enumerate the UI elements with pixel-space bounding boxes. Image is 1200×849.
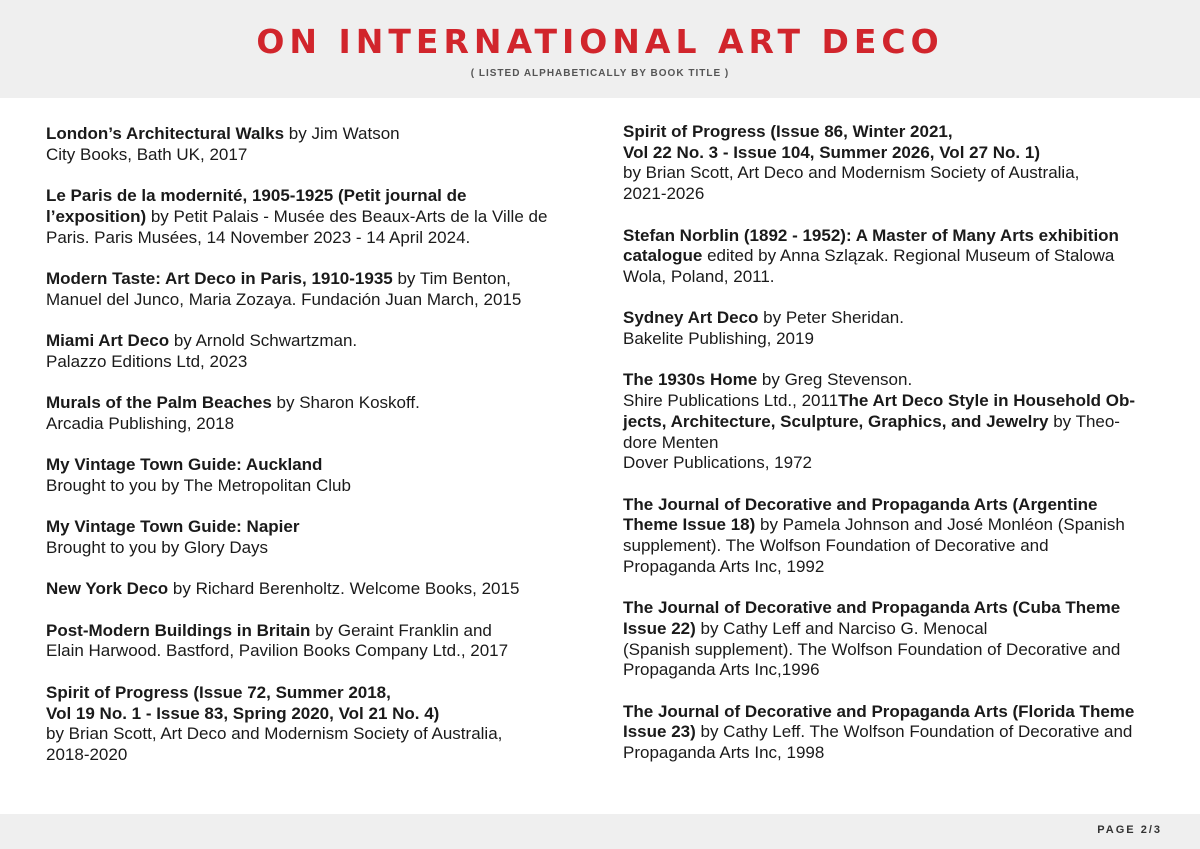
page-title: ON INTERNATIONAL ART DECO: [256, 22, 944, 61]
page-number: PAGE 2/3: [1097, 824, 1162, 836]
book-publisher: Palazzo Editions Ltd, 2023: [46, 351, 248, 371]
book-title-cont: Theme Issue 18): [623, 515, 756, 535]
book-author: by Tim Benton,: [392, 268, 511, 288]
book-title: My Vintage Town Guide: Auckland: [46, 455, 323, 475]
book-publisher: Paris. Paris Musées, 14 November 2023 - 14 April 2024.: [46, 227, 471, 247]
book-publisher: Bakelite Publishing, 2019: [623, 329, 814, 348]
book-title-cont: Issue 22): [623, 618, 696, 638]
right-column: [623, 122, 1173, 784]
book-entry: [623, 308, 1173, 349]
book-title-cont: l’exposition): [46, 206, 147, 226]
book-publisher: City Books, Bath UK, 2017: [46, 144, 248, 164]
book-publisher-cont: Propaganda Arts Inc, 1992: [623, 556, 825, 576]
book-entry: [46, 517, 591, 558]
book-entry: [623, 226, 1173, 288]
book-publisher: Dover Publications, 1972: [623, 453, 813, 473]
book-publisher: Manuel del Junco, Maria Zozaya. Fundación Juan March, 2015: [46, 289, 522, 309]
book-publisher: Propaganda Arts Inc, 1998: [623, 743, 825, 762]
book-entry: [46, 186, 591, 248]
book-publisher: Brought to you by The Metropolitan Club: [46, 475, 351, 495]
book-author: by Brian Scott, Art Deco and Modernism Society of Australia,: [623, 163, 1080, 183]
book-publisher: (Spanish supplement). The Wolfson Foundation of Decorative and: [623, 639, 1121, 659]
book-title-cont: jects, Architecture, Sculpture, Graphics, and Jewelry: [623, 411, 1049, 431]
book-publisher-cont: Propaganda Arts Inc,1996: [623, 660, 820, 680]
book-publisher: supplement). The Wolfson Foundation of Decorative and: [623, 536, 1049, 555]
book-title: The Journal of Decorative and Propaganda Arts (Florida Theme: [623, 701, 1135, 721]
book-publisher: Arcadia Publishing, 2018: [46, 413, 235, 433]
book-entry: [623, 495, 1173, 578]
book-publisher: Elain Harwood. Bastford, Pavilion Books Company Ltd., 2017: [46, 641, 509, 661]
book-author-cont: dore Menten: [623, 432, 719, 452]
book-author: by Peter Sheridan.: [758, 308, 904, 328]
book-title-cont: catalogue: [623, 246, 703, 266]
book-title-cont: Vol 19 No. 1 - Issue 83, Spring 2020, Vol 21 No. 4): [46, 703, 440, 723]
book-entry: [46, 579, 591, 600]
book-entry: [46, 683, 591, 766]
book-title: The Journal of Decorative and Propaganda Arts (Cuba Theme: [623, 598, 1121, 618]
book-entry: [46, 269, 591, 310]
book-author: by Brian Scott, Art Deco and Modernism Society of Australia,: [46, 724, 503, 744]
book-title: Sydney Art Deco: [623, 308, 759, 328]
book-entry: [46, 621, 591, 662]
book-title: Miami Art Deco: [46, 330, 170, 350]
book-author: by Petit Palais - Musée des Beaux-Arts de la Ville de: [146, 206, 548, 226]
book-title: The 1930s Home: [623, 370, 758, 390]
book-title: Modern Taste: Art Deco in Paris, 1910-1935: [46, 268, 393, 288]
book-author: by Jim Watson: [284, 124, 400, 143]
book-title: Spirit of Progress (Issue 86, Winter 2021,: [623, 122, 953, 141]
book-author: edited by Anna Szlązak. Regional Museum of Stalowa: [702, 246, 1115, 266]
book-title: Le Paris de la modernité, 1905-1925 (Petit journal de: [46, 186, 467, 206]
book-title: Spirit of Progress (Issue 72, Summer 2018,: [46, 682, 391, 702]
book-author: by Greg Stevenson.: [757, 370, 913, 390]
book-publisher: Shire Publications Ltd., 2011: [623, 391, 839, 411]
book-author: by Cathy Leff. The Wolfson Foundation of Decorative and: [695, 722, 1133, 742]
book-publisher: Wola, Poland, 2011.: [623, 266, 775, 286]
book-entry: [46, 124, 591, 165]
book-entry: [623, 370, 1173, 474]
book-title-cont: Vol 22 No. 3 - Issue 104, Summer 2026, Vol 27 No. 1): [623, 142, 1040, 162]
book-entry: [623, 702, 1173, 764]
book-title-cont: Issue 23): [623, 722, 696, 742]
book-author: by Arnold Schwartzman.: [169, 330, 358, 350]
book-publisher: 2018-2020: [46, 744, 128, 764]
book-publisher: Brought to you by Glory Days: [46, 537, 269, 557]
book-entry: [46, 393, 591, 434]
book-author: by Sharon Koskoff.: [271, 393, 420, 413]
page-header: [0, 0, 1200, 98]
book-title: The Art Deco Style in Household Ob-: [838, 391, 1136, 411]
book-title: Murals of the Palm Beaches: [46, 393, 272, 413]
book-title: New York Deco: [46, 579, 169, 599]
book-title: London’s Architectural Walks: [46, 124, 285, 143]
book-author: by Pamela Johnson and José Monléon (Spanish: [755, 515, 1125, 535]
page-subtitle: ( LISTED ALPHABETICALLY BY BOOK TITLE ): [470, 68, 730, 79]
book-title: Post-Modern Buildings in Britain: [46, 620, 311, 640]
page-footer: [0, 814, 1200, 849]
book-title: Stefan Norblin (1892 - 1952): A Master of Many Arts exhibition: [623, 225, 1119, 245]
book-author: by Geraint Franklin and: [310, 620, 492, 640]
book-entry: [46, 331, 591, 372]
left-column: [46, 124, 591, 786]
book-author: by Richard Berenholtz. Welcome Books, 2015: [168, 579, 520, 599]
book-title: My Vintage Town Guide: Napier: [46, 517, 300, 537]
book-author: by Theo-: [1048, 411, 1120, 431]
book-entry: [623, 122, 1173, 205]
book-author: by Cathy Leff and Narciso G. Menocal: [695, 618, 988, 638]
book-title: The Journal of Decorative and Propaganda Arts (Argentine: [623, 494, 1098, 514]
book-publisher: 2021-2026: [623, 184, 705, 204]
book-entry: [623, 598, 1173, 681]
book-entry: [46, 455, 591, 496]
